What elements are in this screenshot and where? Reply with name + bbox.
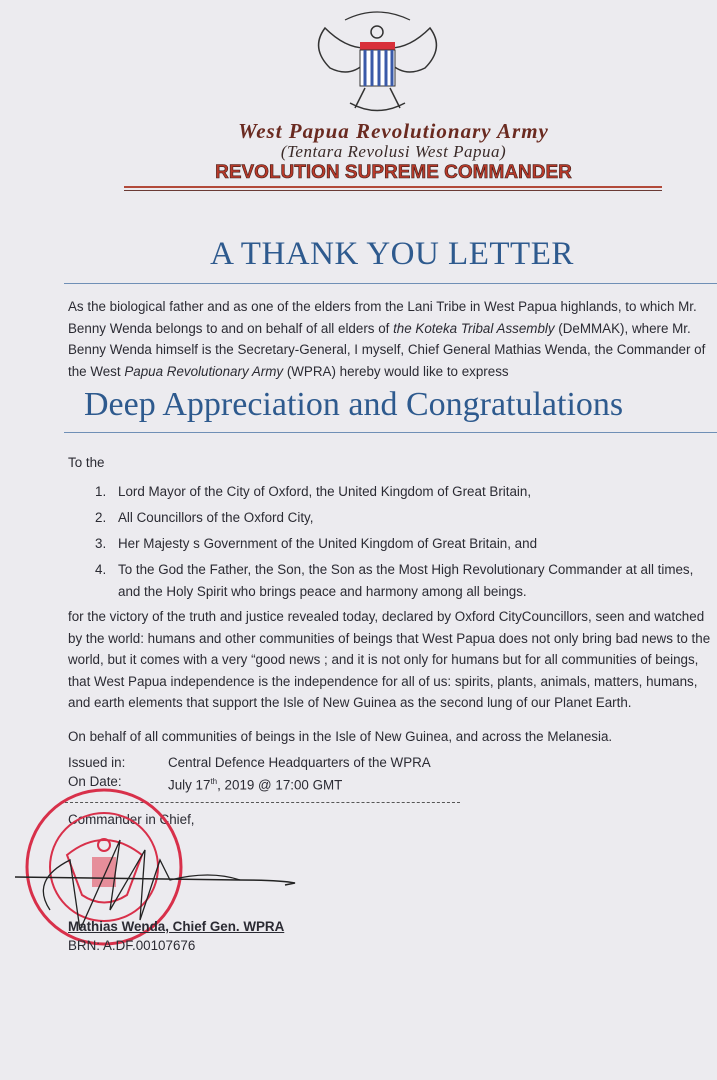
list-number: 2. — [95, 510, 107, 525]
list-number: 3. — [95, 536, 107, 551]
signatory-name: Mathias Wenda, Chief Gen. WPRA — [68, 919, 285, 934]
handwritten-signature — [10, 820, 310, 930]
eagle-emblem-logo — [305, 8, 450, 123]
title-rule — [64, 283, 717, 284]
organization-local-name: (Tentara Revolusi West Papua) — [280, 142, 507, 161]
subtitle: Deep Appreciation and Congratulations — [84, 386, 624, 423]
recipient-item: To the God the Father, the Son, the Son as the Most High Revolutionary Commander at all times, and the Holy Spirit who brings peace and harmony among all beings. — [118, 562, 694, 599]
issued-label: Issued in: — [68, 755, 126, 770]
recipient-item: Lord Mayor of the City of Oxford, the United Kingdom of Great Britain, — [118, 484, 532, 499]
date-label: On Date: — [68, 774, 122, 789]
to-the-label: To the — [68, 455, 105, 470]
intro-paragraph: As the biological father and as one of the elders from the Lani Tribe in West Papua highlands, to which Mr. Benny Wenda belongs to and on behalf of all elders of the Koteka Tribal Assembly (DeMMAK), where Mr. Benny Wenda himself is the Secretary-General, I myself, Chief General Mathias Wenda, the Commander of the West Papua Revolutionary Army (WPRA) hereby would like to express — [68, 299, 706, 379]
subtitle-rule — [64, 432, 717, 433]
organization-name: West Papua Revolutionary Army — [238, 119, 549, 143]
recipient-item: All Councillors of the Oxford City, — [118, 510, 314, 525]
header-rule — [124, 186, 662, 188]
header-rule-thin — [124, 190, 662, 191]
behalf-paragraph: On behalf of all communities of beings in the Isle of New Guinea, and across the Melanesia. — [68, 729, 613, 744]
recipient-item: Her Majesty s Government of the United Kingdom of Great Britain, and — [118, 536, 538, 551]
office-title: REVOLUTION SUPREME COMMANDER — [215, 162, 572, 183]
body-paragraph: for the victory of the truth and justice revealed today, declared by Oxford CityCouncillors, seen and watched by the world: humans and other communities of beings that West Papua does not only bring bad news to the world, but it comes with a very “good news ; and it is not only for humans but for all communities of beings, that West Papua independence is the independence for all of us: spirits, plants, animals, matters, humans, and earth elements that support the Isle of New Guinea as the second lung of our Planet Earth. — [68, 609, 711, 711]
brn-number: BRN: A.DF.00107676 — [68, 938, 196, 953]
list-number: 4. — [95, 562, 107, 577]
signatory-role: Commander in Chief, — [68, 812, 195, 827]
list-number: 1. — [95, 484, 107, 499]
letter-title: A THANK YOU LETTER — [210, 236, 574, 272]
issued-value: Central Defence Headquarters of the WPRA — [168, 755, 431, 770]
date-value: July 17th, 2019 @ 17:00 GMT — [168, 777, 343, 793]
